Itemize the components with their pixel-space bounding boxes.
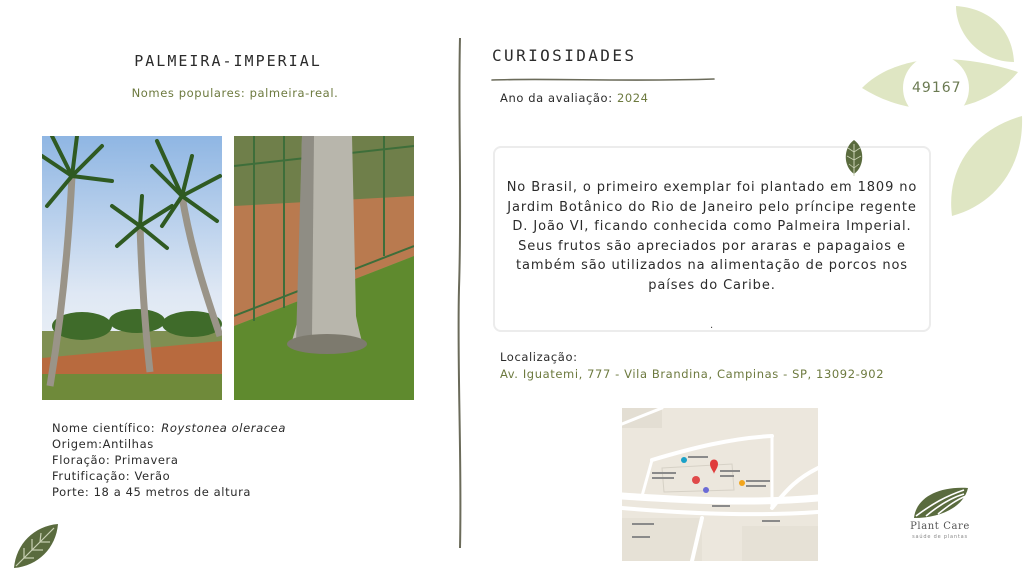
evaluation-year — [500, 91, 649, 105]
tree-id-number: 49167 — [912, 80, 962, 96]
origin-row: Origem:Antilhas — [52, 437, 154, 451]
plant-title: PALMEIRA-IMPERIAL — [134, 52, 322, 70]
leaf-decoration-icon — [10, 522, 62, 576]
leaves-decoration-icon — [860, 0, 1024, 228]
scientific-name-value: Roystonea oleracea — [161, 421, 286, 435]
size-row: Porte: 18 a 45 metros de altura — [52, 485, 252, 499]
location-label: Localização: — [500, 350, 578, 364]
section-title: CURIOSIDADES — [492, 46, 637, 65]
scientific-name-row — [52, 420, 286, 436]
fruiting-row: Frutificação: Verão — [52, 469, 171, 483]
year-label: Ano da avaliação: — [500, 91, 613, 105]
title-underline — [490, 68, 716, 74]
year-value: 2024 — [616, 91, 649, 105]
curiosity-text: No Brasil, o primeiro exemplar foi plantado em 1809 no Jardim Botânico do Rio de Janeiro pelo príncipe regente D. João VI, ficando conhecida como Palmeira Imperial. Seus frutos são apreciados por araras e papagaios e também são utilizados na alimentação de porcos nos países do Caribe. — [506, 180, 918, 293]
location-address: Av. Iguatemi, 777 - Vila Brandina, Campinas - SP, 13092-902 — [500, 367, 885, 381]
palm-trees-photo — [42, 136, 222, 400]
scientific-name-label: Nome científico: — [52, 421, 156, 435]
flowering-row: Floração: Primavera — [52, 453, 179, 467]
location-map[interactable] — [622, 408, 818, 561]
column-divider — [452, 38, 468, 548]
plant-care-logo-icon — [902, 484, 980, 524]
brand-name: Plant Care — [910, 521, 970, 532]
palm-trunk-photo — [234, 136, 414, 400]
brand-tagline: saúde de plantas — [912, 534, 968, 540]
card-dot: . — [710, 320, 714, 331]
popular-names: Nomes populares: palmeira-real. — [131, 86, 339, 100]
plant-facts — [52, 420, 286, 500]
